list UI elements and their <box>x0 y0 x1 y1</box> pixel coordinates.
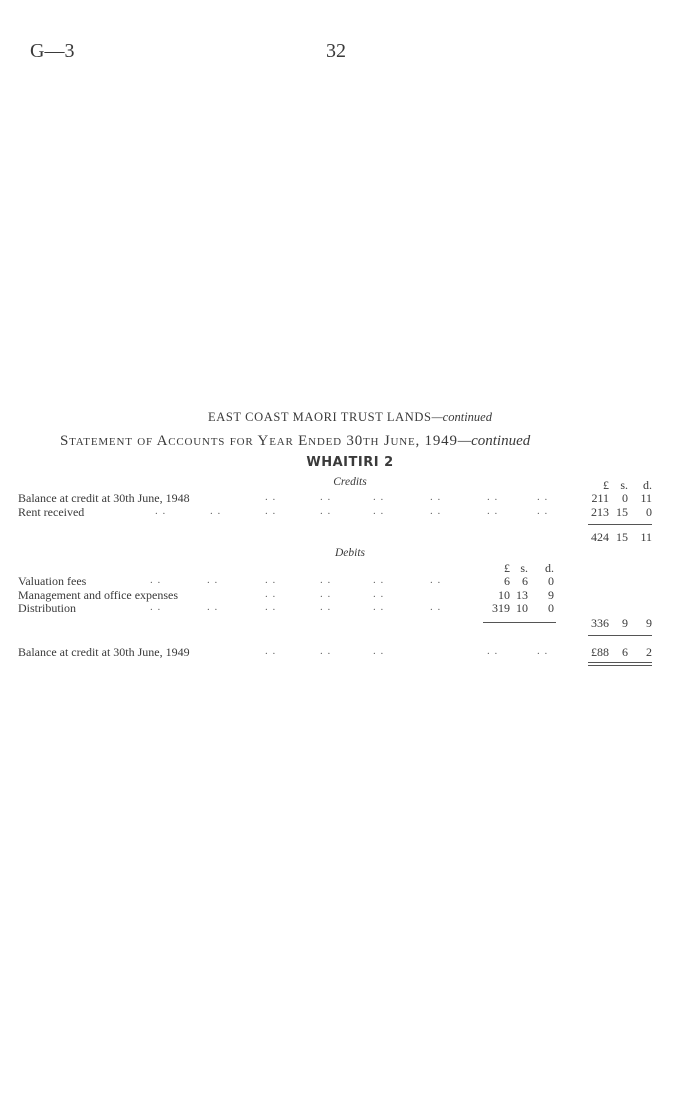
report-title-suffix: —continued <box>431 410 492 424</box>
amount-pounds: 213 <box>591 505 609 519</box>
amount-pounds: 211 <box>591 491 609 505</box>
amount-pence: 0 <box>548 574 554 588</box>
total-pounds: 336 <box>591 616 609 630</box>
debits-heading: Debits <box>334 547 366 559</box>
statement-title-text: Statement of Accounts for Year Ended 30th June, 1949 <box>60 433 458 449</box>
amount-pence: 0 <box>548 601 554 615</box>
total-rule <box>588 635 652 636</box>
table-row: Rent received . . . . . . . . . . . . . . . . 213 15 0 <box>18 505 652 519</box>
table-row: Distribution . . . . . . . . . . . . 319 10 0 <box>18 601 554 615</box>
pence-header: d. <box>545 561 554 575</box>
total-pence: 11 <box>640 530 652 544</box>
total-shillings: 9 <box>622 616 628 630</box>
total-pence: 9 <box>646 616 652 630</box>
document-reference: G—3 <box>30 40 75 62</box>
amount-pounds: 6 <box>504 574 510 588</box>
amount-shillings: 10 <box>516 601 528 615</box>
balance-pence: 2 <box>646 645 652 659</box>
amount-shillings: 15 <box>616 505 628 519</box>
pence-header: d. <box>643 478 652 492</box>
amount-pence: 11 <box>640 491 652 505</box>
shillings-header: s. <box>520 561 528 575</box>
pounds-header: £ <box>603 478 609 492</box>
table-row: Management and office expenses . . . . . . 10 13 9 <box>18 588 554 602</box>
page-number: 32 <box>326 40 346 62</box>
report-title-text: EAST COAST MAORI TRUST LANDS <box>208 410 432 424</box>
balance-pounds: £88 <box>591 645 609 659</box>
row-label: Distribution <box>18 601 77 615</box>
statement-title-suffix: —continued <box>457 433 531 449</box>
statement-title <box>60 433 530 450</box>
row-label: Management and office expenses <box>18 588 179 602</box>
table-row: Balance at credit at 30th June, 1948 . . . . . . . . . . . . 211 0 11 <box>18 491 652 505</box>
balance-row: Balance at credit at 30th June, 1949 . . . . . . . . . . £88 6 2 <box>18 645 652 659</box>
credits-heading: Credits <box>333 476 367 488</box>
section-heading: WHAITIRI 2 <box>306 455 394 470</box>
row-label: Rent received <box>18 505 85 519</box>
table-row: Valuation fees . . . . . . . . . . . . 6 6 0 <box>18 574 554 588</box>
double-rule-bottom <box>588 665 652 666</box>
total-pounds: 424 <box>591 530 609 544</box>
debits-currency-header <box>0 561 700 575</box>
amount-shillings: 13 <box>516 588 528 602</box>
amount-pence: 9 <box>548 588 554 602</box>
row-label: Valuation fees <box>18 574 87 588</box>
row-label: Balance at credit at 30th June, 1948 <box>18 491 190 505</box>
balance-shillings: 6 <box>622 645 628 659</box>
amount-shillings: 0 <box>622 491 628 505</box>
double-rule-top <box>588 662 652 663</box>
credits-currency-header <box>0 478 700 492</box>
debits-total-row <box>0 616 700 630</box>
amount-pounds: 319 <box>492 601 510 615</box>
amount-pence: 0 <box>646 505 652 519</box>
report-title <box>0 410 700 425</box>
total-shillings: 15 <box>616 530 628 544</box>
amount-pounds: 10 <box>498 588 510 602</box>
balance-label: Balance at credit at 30th June, 1949 <box>18 645 190 659</box>
credits-total-row <box>0 530 700 544</box>
shillings-header: s. <box>620 478 628 492</box>
amount-shillings: 6 <box>522 574 528 588</box>
subtotal-rule <box>588 524 652 525</box>
pounds-header: £ <box>504 561 510 575</box>
